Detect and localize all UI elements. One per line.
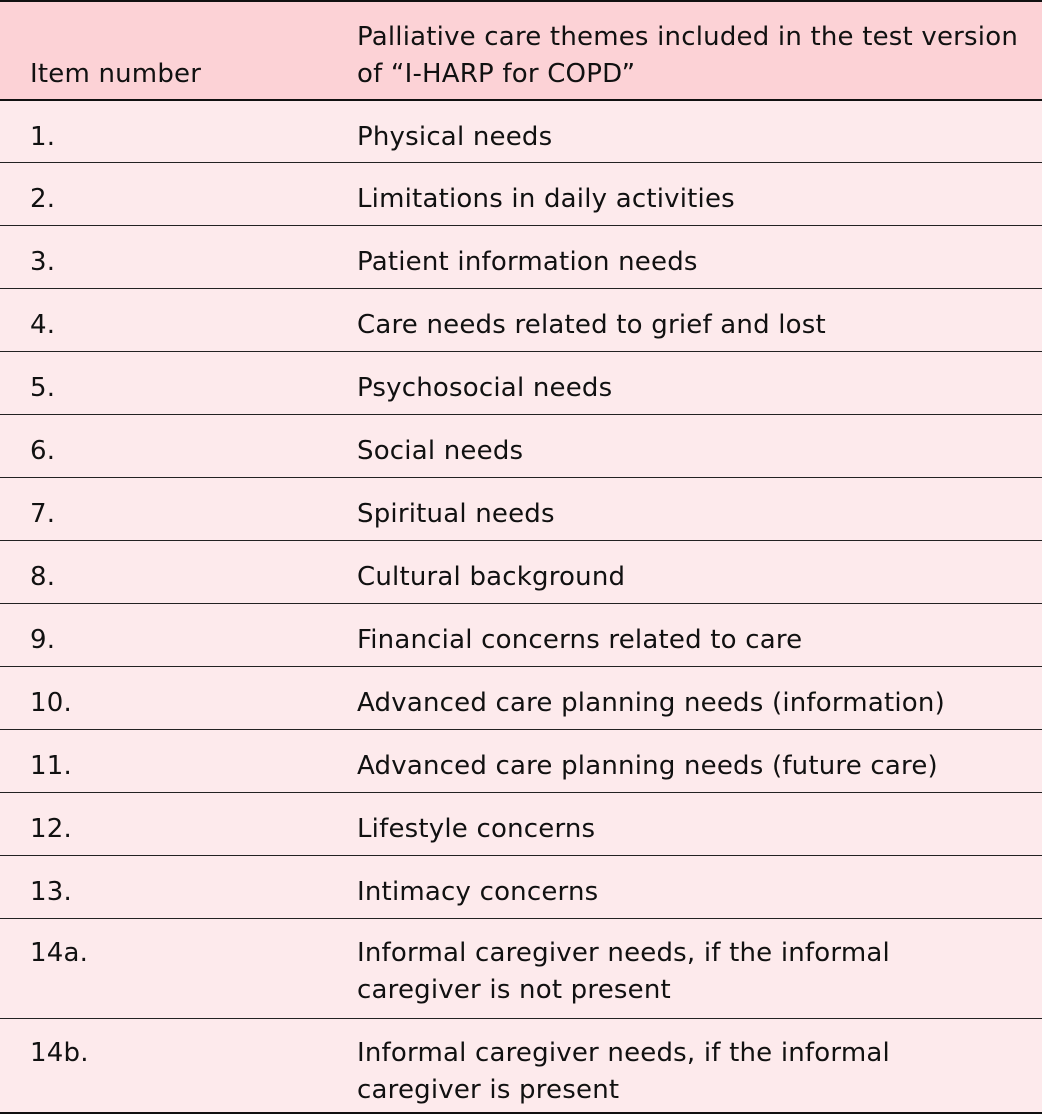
- theme-cell: Informal caregiver needs, if the informal caregiver is not present: [357, 938, 890, 1005]
- theme-cell: Financial concerns related to care: [357, 625, 803, 655]
- theme-cell: Care needs related to grief and lost: [357, 310, 826, 340]
- item-number-cell: 6.: [30, 436, 56, 466]
- table-row: [0, 162, 1042, 225]
- theme-cell: Limitations in daily activities: [357, 184, 735, 214]
- item-number-cell: 8.: [30, 562, 56, 592]
- item-number-cell: 9.: [30, 625, 56, 655]
- table-row: [0, 351, 1042, 414]
- theme-cell: Social needs: [357, 436, 524, 466]
- table-row: [0, 918, 1042, 1018]
- item-number-cell: 5.: [30, 373, 56, 403]
- table-row: [0, 99, 1042, 162]
- item-number-cell: 11.: [30, 751, 72, 781]
- table-row: [0, 666, 1042, 729]
- item-number-cell: 7.: [30, 499, 56, 529]
- item-number-cell: 13.: [30, 877, 72, 907]
- table-row: [0, 477, 1042, 540]
- header-item-number: Item number: [30, 59, 202, 89]
- theme-cell: Patient information needs: [357, 247, 698, 277]
- item-number-cell: 2.: [30, 184, 56, 214]
- table-row: [0, 1018, 1042, 1112]
- table-row: [0, 540, 1042, 603]
- table-row: [0, 225, 1042, 288]
- item-number-cell: 4.: [30, 310, 56, 340]
- theme-cell: Lifestyle concerns: [357, 814, 596, 844]
- theme-cell: Advanced care planning needs (information): [357, 688, 945, 718]
- table-row: [0, 792, 1042, 855]
- item-number-cell: 14b.: [30, 1038, 89, 1068]
- theme-cell: Cultural background: [357, 562, 626, 592]
- item-number-cell: 1.: [30, 122, 56, 152]
- header-themes: Palliative care themes included in the test version of “I-HARP for COPD”: [357, 22, 1019, 89]
- table-header-row: [0, 2, 1042, 99]
- item-number-cell: 10.: [30, 688, 72, 718]
- theme-cell: Informal caregiver needs, if the informal caregiver is present: [357, 1038, 890, 1105]
- theme-cell: Physical needs: [357, 122, 553, 152]
- table-row: [0, 288, 1042, 351]
- theme-cell: Advanced care planning needs (future care): [357, 751, 938, 781]
- item-number-cell: 3.: [30, 247, 56, 277]
- table-row: [0, 603, 1042, 666]
- item-number-cell: 12.: [30, 814, 72, 844]
- theme-cell: Psychosocial needs: [357, 373, 613, 403]
- table-row: [0, 414, 1042, 477]
- theme-cell: Intimacy concerns: [357, 877, 599, 907]
- theme-cell: Spiritual needs: [357, 499, 555, 529]
- table-row: [0, 855, 1042, 918]
- item-number-cell: 14a.: [30, 938, 89, 968]
- table-row: [0, 729, 1042, 792]
